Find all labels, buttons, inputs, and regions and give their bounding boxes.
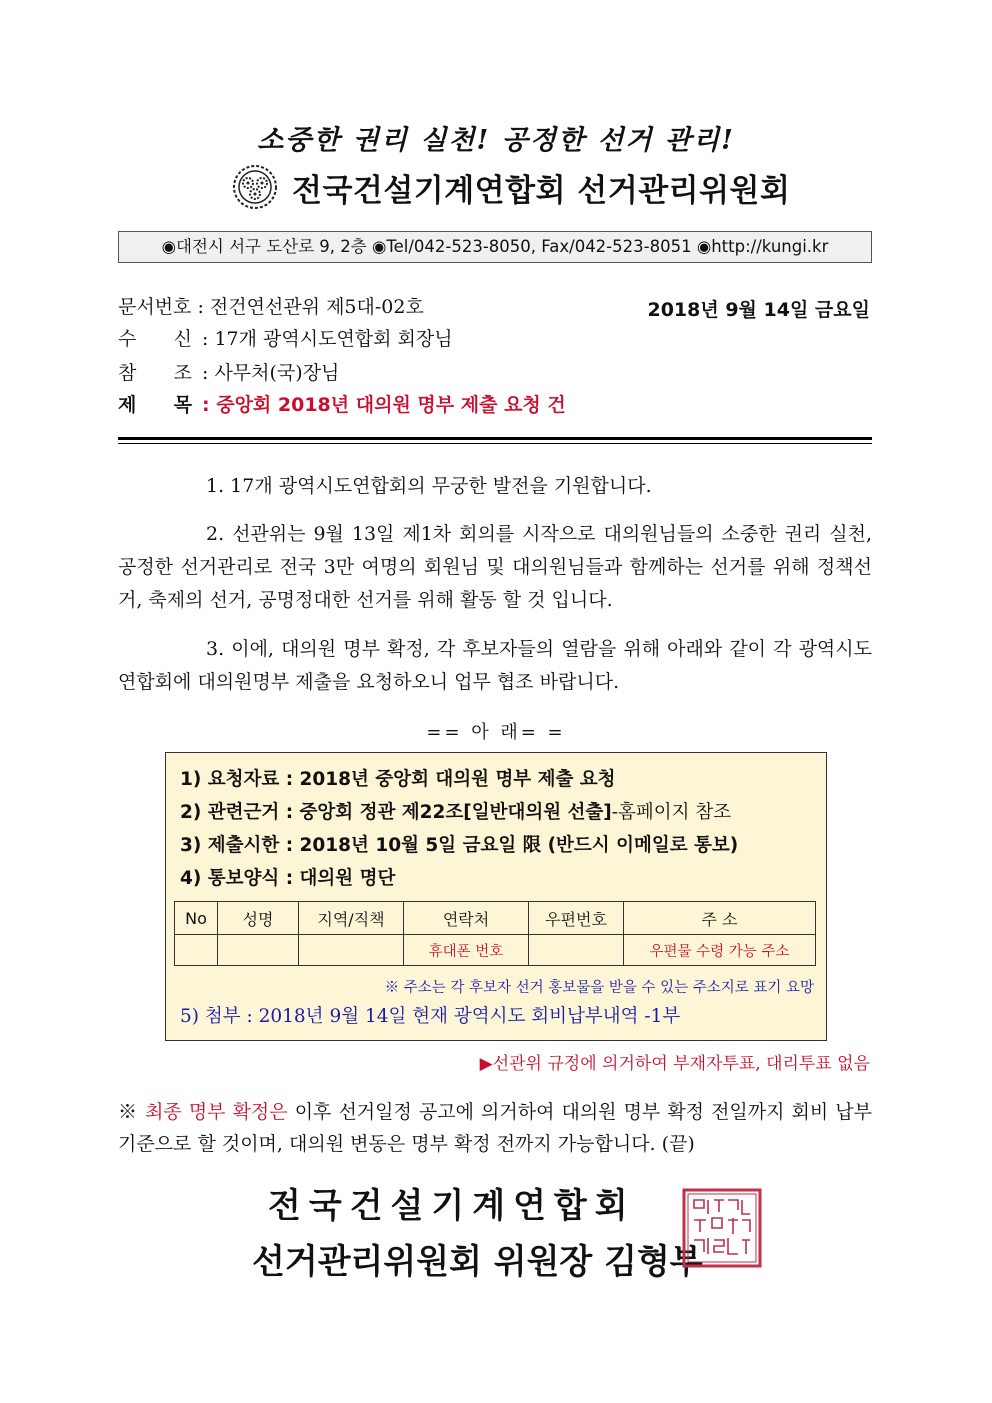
item-2 [180,798,731,824]
item-2-ref: -홈페이지 참조 [611,802,732,823]
table-row [175,935,816,966]
voting-rule-note: ▶선관위 규정에 의거하여 부재자투표, 대리투표 없음 [479,1054,870,1074]
paragraph-2: 2. 선관위는 9월 13일 제1차 회의를 시작으로 대의원님들의 소중한 권리 실천, 공정한 선거관리로 전국 3만 여명의 회원님 및 대의원님들과 함께하는 선거를 위해 정책선거, 축제의 선거, 공명정대한 선거를 위해 활동 할 것 입니다. [118,523,872,611]
section-marker: == 아 래= = [426,722,566,743]
cell-no [175,935,218,966]
cell-address: 우편물 수령 가능 주소 [624,935,816,966]
col-address: 주 소 [624,902,816,935]
doc-number: 전건연선관위 제5대-02호 [209,296,424,318]
recipient-label-a: 수 [118,328,137,350]
final-text: 이후 선거일정 공고에 의거하여 대의원 명부 확정 전일까지 회비 납부 기준으로 할 것이며, 대의원 변동은 명부 확정 전까지 가능합니다. (끝) [118,1101,872,1155]
cc-label-b: 조 [173,362,192,384]
official-seal-icon [682,1188,762,1268]
col-no: No [175,902,218,935]
table-header-row [175,902,816,935]
cell-name [218,935,299,966]
address-note: ※ 주소는 각 후보자 선거 홍보물을 받을 수 있는 주소지로 표기 요망 [384,980,814,996]
header-divider-thin [118,443,872,444]
cell-region [299,935,404,966]
cc-line: 참 조 : 사무처(국)장님 [118,362,340,384]
item-1: 1) 요청자료 : 2018년 중앙회 대의원 명부 제출 요청 [180,769,616,790]
address-bar: ◉대전시 서구 도산로 9, 2층 ◉Tel/042-523-8050, Fax/042-523-8051 ◉http://kungi.kr [118,231,872,263]
subject: 중앙회 2018년 대의원 명부 제출 요청 건 [216,394,566,416]
org-title: 전국건설기계연합회 선거관리위원회 [292,172,791,209]
col-postcode: 우편번호 [529,902,624,935]
slogan: 소중한 권리 실천! 공정한 선거 관리! [257,125,735,156]
document-date: 2018년 9월 14일 금요일 [647,299,870,321]
cc: 사무처(국)장님 [214,362,340,384]
subject-line: 제 목 : 중앙회 2018년 대의원 명부 제출 요청 건 [118,394,566,416]
recipient-label-b: 신 [173,328,192,350]
final-notice [118,1096,872,1160]
item-3: 3) 제출시한 : 2018년 10월 5일 금요일 限 (반드시 이메일로 통보) [180,835,739,856]
attachment-line: 5) 첨부 : 2018년 9월 14일 현재 광역시도 회비납부내역 -1부 [180,1006,681,1027]
header-divider [118,437,872,440]
cell-contact: 휴대폰 번호 [404,935,529,966]
signature-org: 전국건설기계연합회 [268,1186,636,1226]
item-2-main: 2) 관련근거 : 중앙회 정관 제22조[일반대의원 선출] [180,802,612,823]
doc-number-label: 문서번호 : [118,296,204,318]
final-prefix: ※ [118,1101,139,1123]
gear-emblem-icon [232,164,278,210]
cell-postcode [529,935,624,966]
request-details-box [165,752,827,1041]
final-highlight: 최종 명부 확정은 [145,1101,288,1123]
roster-form-table [174,901,816,966]
org-header [232,162,790,212]
cc-label-a: 참 [118,362,137,384]
paragraph-1: 1. 17개 광역시도연합회의 무궁한 발전을 기원합니다. [206,475,652,497]
recipient: 17개 광역시도연합회 회장님 [214,328,453,350]
doc-number-line [118,295,424,319]
recipient-line: 수 신 : 17개 광역시도연합회 회장님 [118,328,453,350]
item-4: 4) 통보양식 : 대의원 명단 [180,868,396,889]
col-name: 성명 [218,902,299,935]
col-contact: 연락처 [404,902,529,935]
subject-label-b: 목 [173,394,192,416]
signature-chair: 선거관리위원회 위원장 김형부 [252,1242,703,1282]
subject-label-a: 제 [118,394,137,416]
col-region: 지역/직책 [299,902,404,935]
paragraph-3: 3. 이에, 대의원 명부 확정, 각 후보자들의 열람을 위해 아래와 같이 각 광역시도연합회에 대의원명부 제출을 요청하오니 업무 협조 바랍니다. [118,638,872,693]
